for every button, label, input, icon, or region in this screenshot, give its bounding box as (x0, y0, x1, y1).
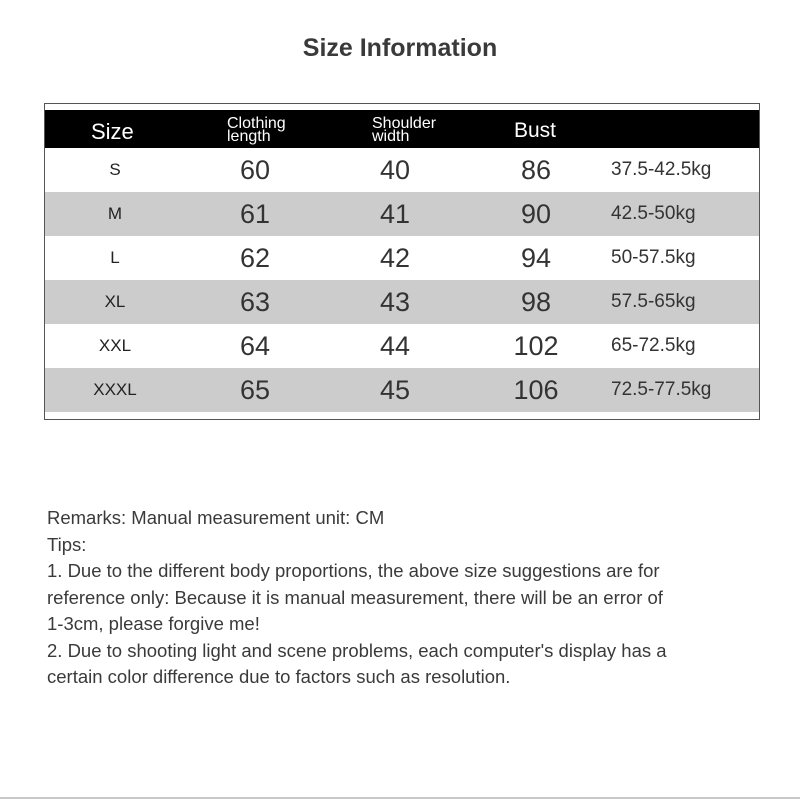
shoulder-width-cell: 41 (379, 199, 411, 229)
table-row (45, 192, 759, 236)
bust-cell: 90 (520, 199, 552, 229)
bust-cell: 86 (520, 155, 552, 185)
header-size: Size (91, 119, 134, 144)
shoulder-width-cell: 45 (379, 375, 411, 405)
tip-1-line-3: 1-3cm, please forgive me! (47, 613, 260, 634)
shoulder-width-cell: 43 (379, 287, 411, 317)
tip-1-line-1: 1. Due to the different body proportions, the above size suggestions are for (47, 560, 660, 581)
size-cell: XXXL (93, 380, 137, 399)
size-cell: XL (104, 292, 126, 311)
tip-1-line-2: reference only: Because it is manual measurement, there will be an error of (47, 586, 663, 608)
shoulder-width-cell: 42 (379, 243, 411, 273)
clothing-length-cell: 60 (239, 155, 271, 185)
table-row (45, 324, 759, 368)
weight-cell: 57.5-65kg (611, 291, 696, 312)
weight-cell: 37.5-42.5kg (611, 159, 712, 180)
bust-cell: 98 (520, 287, 552, 317)
clothing-length-cell: 62 (239, 243, 271, 273)
clothing-length-cell: 64 (239, 331, 271, 361)
bust-cell: 94 (520, 243, 552, 273)
table-row (45, 236, 759, 280)
header-shoulder-width-line1: Shoulder (372, 115, 437, 132)
header-clothing-length-line1: Clothing (227, 115, 286, 132)
clothing-length-cell: 61 (239, 199, 271, 229)
header-clothing-length (227, 117, 286, 143)
bust-cell: 106 (513, 375, 559, 405)
weight-cell: 50-57.5kg (611, 247, 696, 268)
tip-2-line-2: certain color difference due to factors such as resolution. (47, 666, 511, 687)
clothing-length-cell: 63 (239, 287, 271, 317)
header-clothing-length-line2: length (227, 128, 271, 145)
remarks-section (47, 505, 747, 691)
table-row (45, 368, 759, 412)
bust-cell: 102 (513, 331, 559, 361)
weight-cell: 72.5-77.5kg (611, 379, 712, 400)
size-table (44, 103, 760, 420)
bottom-divider (0, 797, 800, 799)
size-cell: L (110, 248, 120, 267)
table-row (45, 280, 759, 324)
shoulder-width-cell: 44 (379, 331, 411, 361)
page-title: Size Information (302, 34, 498, 62)
header-shoulder-width-line2: width (372, 128, 410, 145)
weight-cell: 42.5-50kg (611, 203, 696, 224)
shoulder-width-cell: 40 (379, 155, 411, 185)
tips-heading: Tips: (47, 533, 87, 555)
header-shoulder-width (372, 117, 436, 143)
size-cell: XXL (98, 336, 132, 355)
size-cell: S (109, 160, 121, 179)
table-row (45, 148, 759, 192)
weight-cell: 65-72.5kg (611, 335, 696, 356)
remarks-unit: Remarks: Manual measurement unit: CM (47, 507, 385, 528)
header-bust: Bust (514, 119, 557, 142)
tip-2-line-1: 2. Due to shooting light and scene problems, each computer's display has a (47, 639, 667, 661)
table-header-row (45, 110, 759, 148)
clothing-length-cell: 65 (239, 375, 271, 405)
size-cell: M (107, 204, 123, 223)
